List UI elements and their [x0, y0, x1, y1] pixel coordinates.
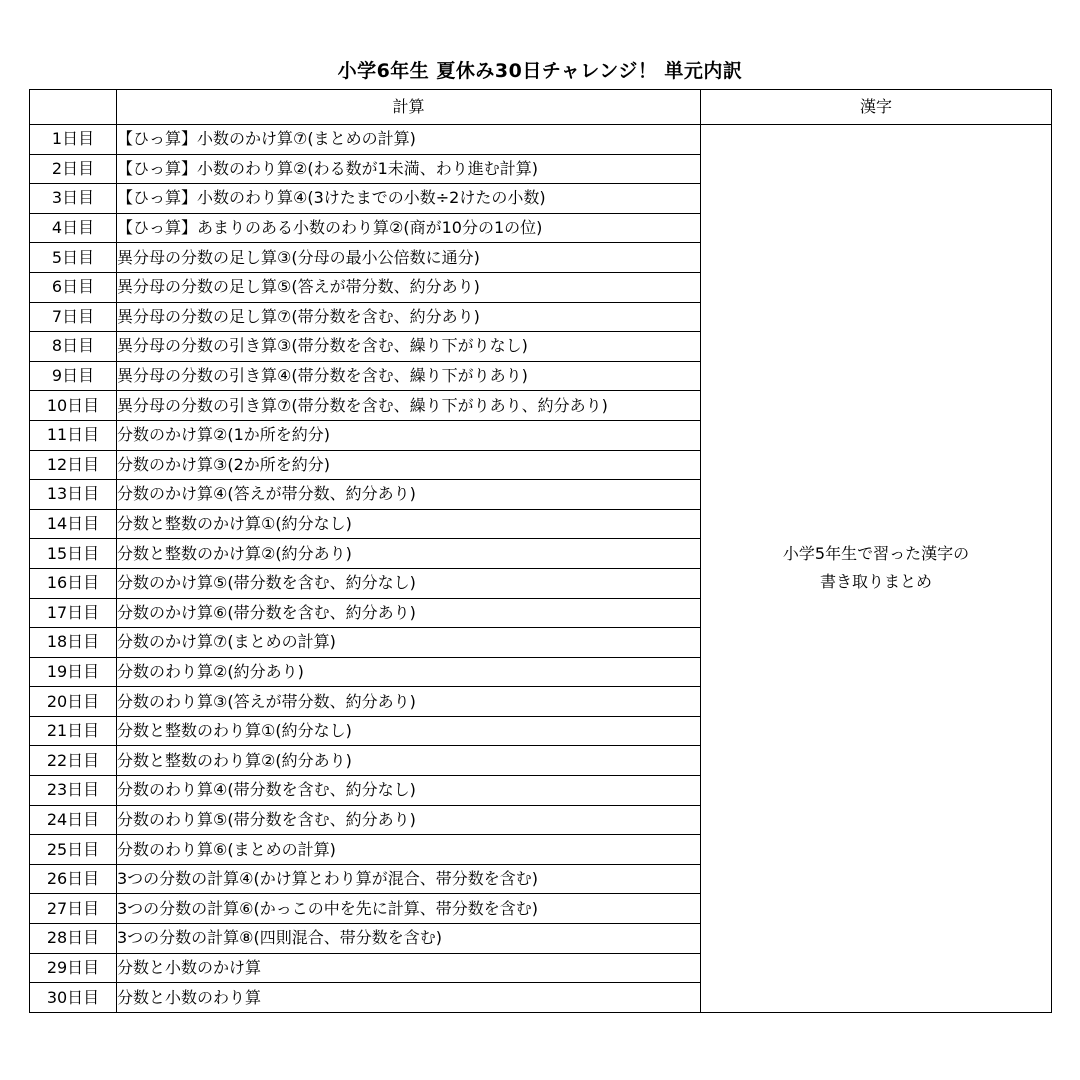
day-cell: 28日目: [30, 924, 117, 954]
day-cell: 7日目: [30, 302, 117, 332]
page-title: 小学6年生 夏休み30日チャレンジ！ 単元内訳: [337, 60, 743, 82]
calculation-cell: 3つの分数の計算⑥(かっこの中を先に計算、帯分数を含む): [117, 894, 701, 924]
header-kanji: 漢字: [701, 90, 1052, 125]
calculation-cell: 分数と整数のわり算①(約分なし): [117, 716, 701, 746]
calculation-cell: 分数のかけ算⑦(まとめの計算): [117, 628, 701, 658]
calculation-cell: 異分母の分数の足し算⑦(帯分数を含む、約分あり): [117, 302, 701, 332]
calculation-cell: 異分母の分数の引き算④(帯分数を含む、繰り下がりあり): [117, 361, 701, 391]
calculation-cell: 分数と整数のかけ算①(約分なし): [117, 509, 701, 539]
calculation-cell: 分数のわり算⑥(まとめの計算): [117, 835, 701, 865]
calculation-cell: 分数のわり算②(約分あり): [117, 657, 701, 687]
calculation-cell: 分数のかけ算③(2か所を約分): [117, 450, 701, 480]
day-cell: 2日目: [30, 154, 117, 184]
day-cell: 11日目: [30, 420, 117, 450]
day-cell: 1日目: [30, 125, 117, 155]
calculation-cell: 分数のかけ算②(1か所を約分): [117, 420, 701, 450]
day-cell: 23日目: [30, 776, 117, 806]
unit-breakdown-table: [29, 89, 1052, 1013]
calculation-cell: 分数と整数のわり算②(約分あり): [117, 746, 701, 776]
calculation-cell: 分数と小数のわり算: [117, 983, 701, 1013]
calculation-cell: 分数のかけ算④(答えが帯分数、約分あり): [117, 480, 701, 510]
calculation-cell: 分数のかけ算⑥(帯分数を含む、約分あり): [117, 598, 701, 628]
day-cell: 17日目: [30, 598, 117, 628]
kanji-cell: [701, 125, 1052, 1013]
day-cell: 27日目: [30, 894, 117, 924]
day-cell: 12日目: [30, 450, 117, 480]
day-cell: 19日目: [30, 657, 117, 687]
calculation-cell: 異分母の分数の足し算③(分母の最小公倍数に通分): [117, 243, 701, 273]
calculation-cell: 分数と整数のかけ算②(約分あり): [117, 539, 701, 569]
day-cell: 3日目: [30, 184, 117, 214]
day-cell: 14日目: [30, 509, 117, 539]
day-cell: 6日目: [30, 272, 117, 302]
calculation-cell: 3つの分数の計算⑧(四則混合、帯分数を含む): [117, 924, 701, 954]
kanji-cell-line-2: 書き取りまとめ: [819, 572, 932, 592]
day-cell: 20日目: [30, 687, 117, 717]
day-cell: 26日目: [30, 864, 117, 894]
calculation-cell: 【ひっ算】小数のわり算④(3けたまでの小数÷2けたの小数): [117, 184, 701, 214]
day-cell: 16日目: [30, 568, 117, 598]
table-header-row: [30, 90, 1052, 125]
day-cell: 5日目: [30, 243, 117, 273]
day-cell: 8日目: [30, 332, 117, 362]
calculation-cell: 【ひっ算】小数のかけ算⑦(まとめの計算): [117, 125, 701, 155]
calculation-cell: 【ひっ算】あまりのある小数のわり算②(商が10分の1の位): [117, 213, 701, 243]
day-cell: 10日目: [30, 391, 117, 421]
day-cell: 30日目: [30, 983, 117, 1013]
header-day: [30, 90, 117, 125]
calculation-cell: 異分母の分数の引き算⑦(帯分数を含む、繰り下がりあり、約分あり): [117, 391, 701, 421]
calculation-cell: 分数のわり算③(答えが帯分数、約分あり): [117, 687, 701, 717]
calculation-cell: 分数のわり算④(帯分数を含む、約分なし): [117, 776, 701, 806]
day-cell: 25日目: [30, 835, 117, 865]
day-cell: 9日目: [30, 361, 117, 391]
calculation-cell: 異分母の分数の足し算⑤(答えが帯分数、約分あり): [117, 272, 701, 302]
day-cell: 18日目: [30, 628, 117, 658]
calculation-cell: 3つの分数の計算④(かけ算とわり算が混合、帯分数を含む): [117, 864, 701, 894]
calculation-cell: 分数と小数のかけ算: [117, 953, 701, 983]
day-cell: 4日目: [30, 213, 117, 243]
kanji-cell-line-1: 小学5年生で習った漢字の: [782, 544, 970, 564]
day-cell: 15日目: [30, 539, 117, 569]
calculation-cell: 分数のわり算⑤(帯分数を含む、約分あり): [117, 805, 701, 835]
day-cell: 13日目: [30, 480, 117, 510]
day-cell: 22日目: [30, 746, 117, 776]
day-cell: 24日目: [30, 805, 117, 835]
calculation-cell: 異分母の分数の引き算③(帯分数を含む、繰り下がりなし): [117, 332, 701, 362]
header-calculation: 計算: [117, 90, 701, 125]
calculation-cell: 【ひっ算】小数のわり算②(わる数が1未満、わり進む計算): [117, 154, 701, 184]
day-cell: 29日目: [30, 953, 117, 983]
day-cell: 21日目: [30, 716, 117, 746]
table-row: [30, 125, 1052, 155]
calculation-cell: 分数のかけ算⑤(帯分数を含む、約分なし): [117, 568, 701, 598]
